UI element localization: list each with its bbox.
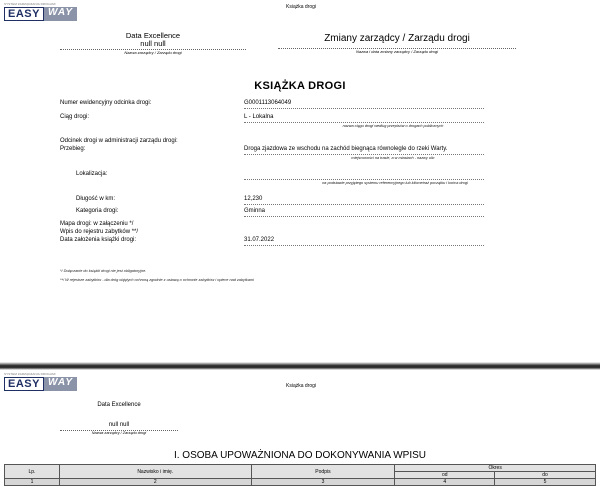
course-value: Droga zjazdowa ze wschodu na zachód biegnąca równolegle do rzeki Warty. xyxy=(244,146,484,155)
road-manager-block xyxy=(60,32,246,55)
location-caption: na podstawie przyjętego systemu referencyjnego lub kilometraż początku i końca drogi xyxy=(322,181,468,185)
page-header-title: Książka drogi xyxy=(286,4,317,10)
org-name: Data Excellence xyxy=(97,402,141,408)
table-numbering-row xyxy=(5,479,596,486)
section-label: Odcinek drogi w administracji zarządu drogi: xyxy=(60,138,178,144)
org-caption: Nazwa zarządcy / Zarządu drogi xyxy=(91,431,147,435)
section-title: I. OSOBA UPOWAŻNIONA DO DOKONYWANIA WPISU xyxy=(173,450,427,461)
category-label: Kategoria drogi: xyxy=(76,208,119,214)
category-value: Gminna xyxy=(244,208,484,217)
manager-changes-block xyxy=(278,32,516,54)
column-number: 5 xyxy=(495,479,596,486)
col-period-header: Okres xyxy=(395,465,596,472)
book-title: KSIĄŻKA DROGI xyxy=(254,80,346,92)
easyway-logo xyxy=(4,372,77,391)
location-value xyxy=(244,171,484,180)
page-header-title: Książka drogi xyxy=(286,383,317,389)
org-name-2: null null xyxy=(108,422,130,428)
length-value: 12,230 xyxy=(244,196,484,205)
course-label: Przebieg: xyxy=(60,146,86,152)
route-value: L - Lokalna xyxy=(244,114,484,123)
footnote-2: **/ W rejestrze zabytków - dla dróg objętych ochroną zgodnie z ustawą o ochronie zabytków i opiece nad zabytkami xyxy=(60,278,254,282)
created-value: 31.07.2022 xyxy=(244,237,484,246)
course-caption: miejscowości na trasie, a w miastach - nazwy ulic xyxy=(351,156,435,160)
location-label: Lokalizacja: xyxy=(76,171,108,177)
manager-changes-title: Zmiany zarządcy / Zarządu drogi xyxy=(324,33,470,44)
org-name: Data Excellence xyxy=(125,31,181,40)
column-number: 4 xyxy=(395,479,495,486)
page-2 xyxy=(0,370,600,500)
registry-label: Wpis do rejestru zabytków **/ xyxy=(60,229,139,235)
road-number-value: G0001113064049 xyxy=(244,100,484,109)
col-from-header: od xyxy=(395,472,495,479)
logo-way: WAY xyxy=(44,377,77,391)
org-caption: Nazwa zarządcy / Zarządu drogi xyxy=(124,50,182,55)
page-separator xyxy=(0,362,600,370)
logo-easy: EASY xyxy=(4,7,44,21)
road-number-label: Numer ewidencyjny odcinka drogi: xyxy=(60,100,152,106)
length-label: Długość w km: xyxy=(76,196,116,202)
col-lp-header: Lp. xyxy=(5,465,60,479)
column-number: 2 xyxy=(59,479,251,486)
logo-tagline: SYSTEM ZARZĄDZANIA DROGAMI xyxy=(4,372,56,376)
map-label: Mapa drogi: w załączeniu */ xyxy=(60,221,134,227)
org-name-2: null null xyxy=(140,39,166,48)
manager-changes-caption: Nazwa i data zmiany zarządcy / Zarządu drogi xyxy=(355,49,439,54)
col-signature-header: Podpis xyxy=(251,465,395,479)
created-label: Data założenia książki drogi: xyxy=(60,237,137,243)
table-header-row xyxy=(5,465,596,472)
col-name-header: Nazwisko i imię. xyxy=(59,465,251,479)
authorized-persons-table xyxy=(4,464,596,486)
footnote-1: */ Dołączanie do książki drogi nie jest obligatoryjne. xyxy=(60,269,147,273)
logo-easy: EASY xyxy=(4,377,44,391)
route-label: Ciąg drogi: xyxy=(60,114,90,120)
logo-way: WAY xyxy=(44,7,77,21)
road-manager-name-block xyxy=(60,422,178,435)
col-to-header: do xyxy=(495,472,596,479)
column-number: 3 xyxy=(251,479,395,486)
route-caption: nazwa ciągu drogi według przepisów o drogach publicznych xyxy=(342,124,444,128)
column-number: 1 xyxy=(5,479,60,486)
road-manager-block xyxy=(60,402,178,409)
logo-tagline: SYSTEM ZARZĄDZANIA DROGAMI xyxy=(4,2,56,6)
easyway-logo xyxy=(4,2,77,21)
